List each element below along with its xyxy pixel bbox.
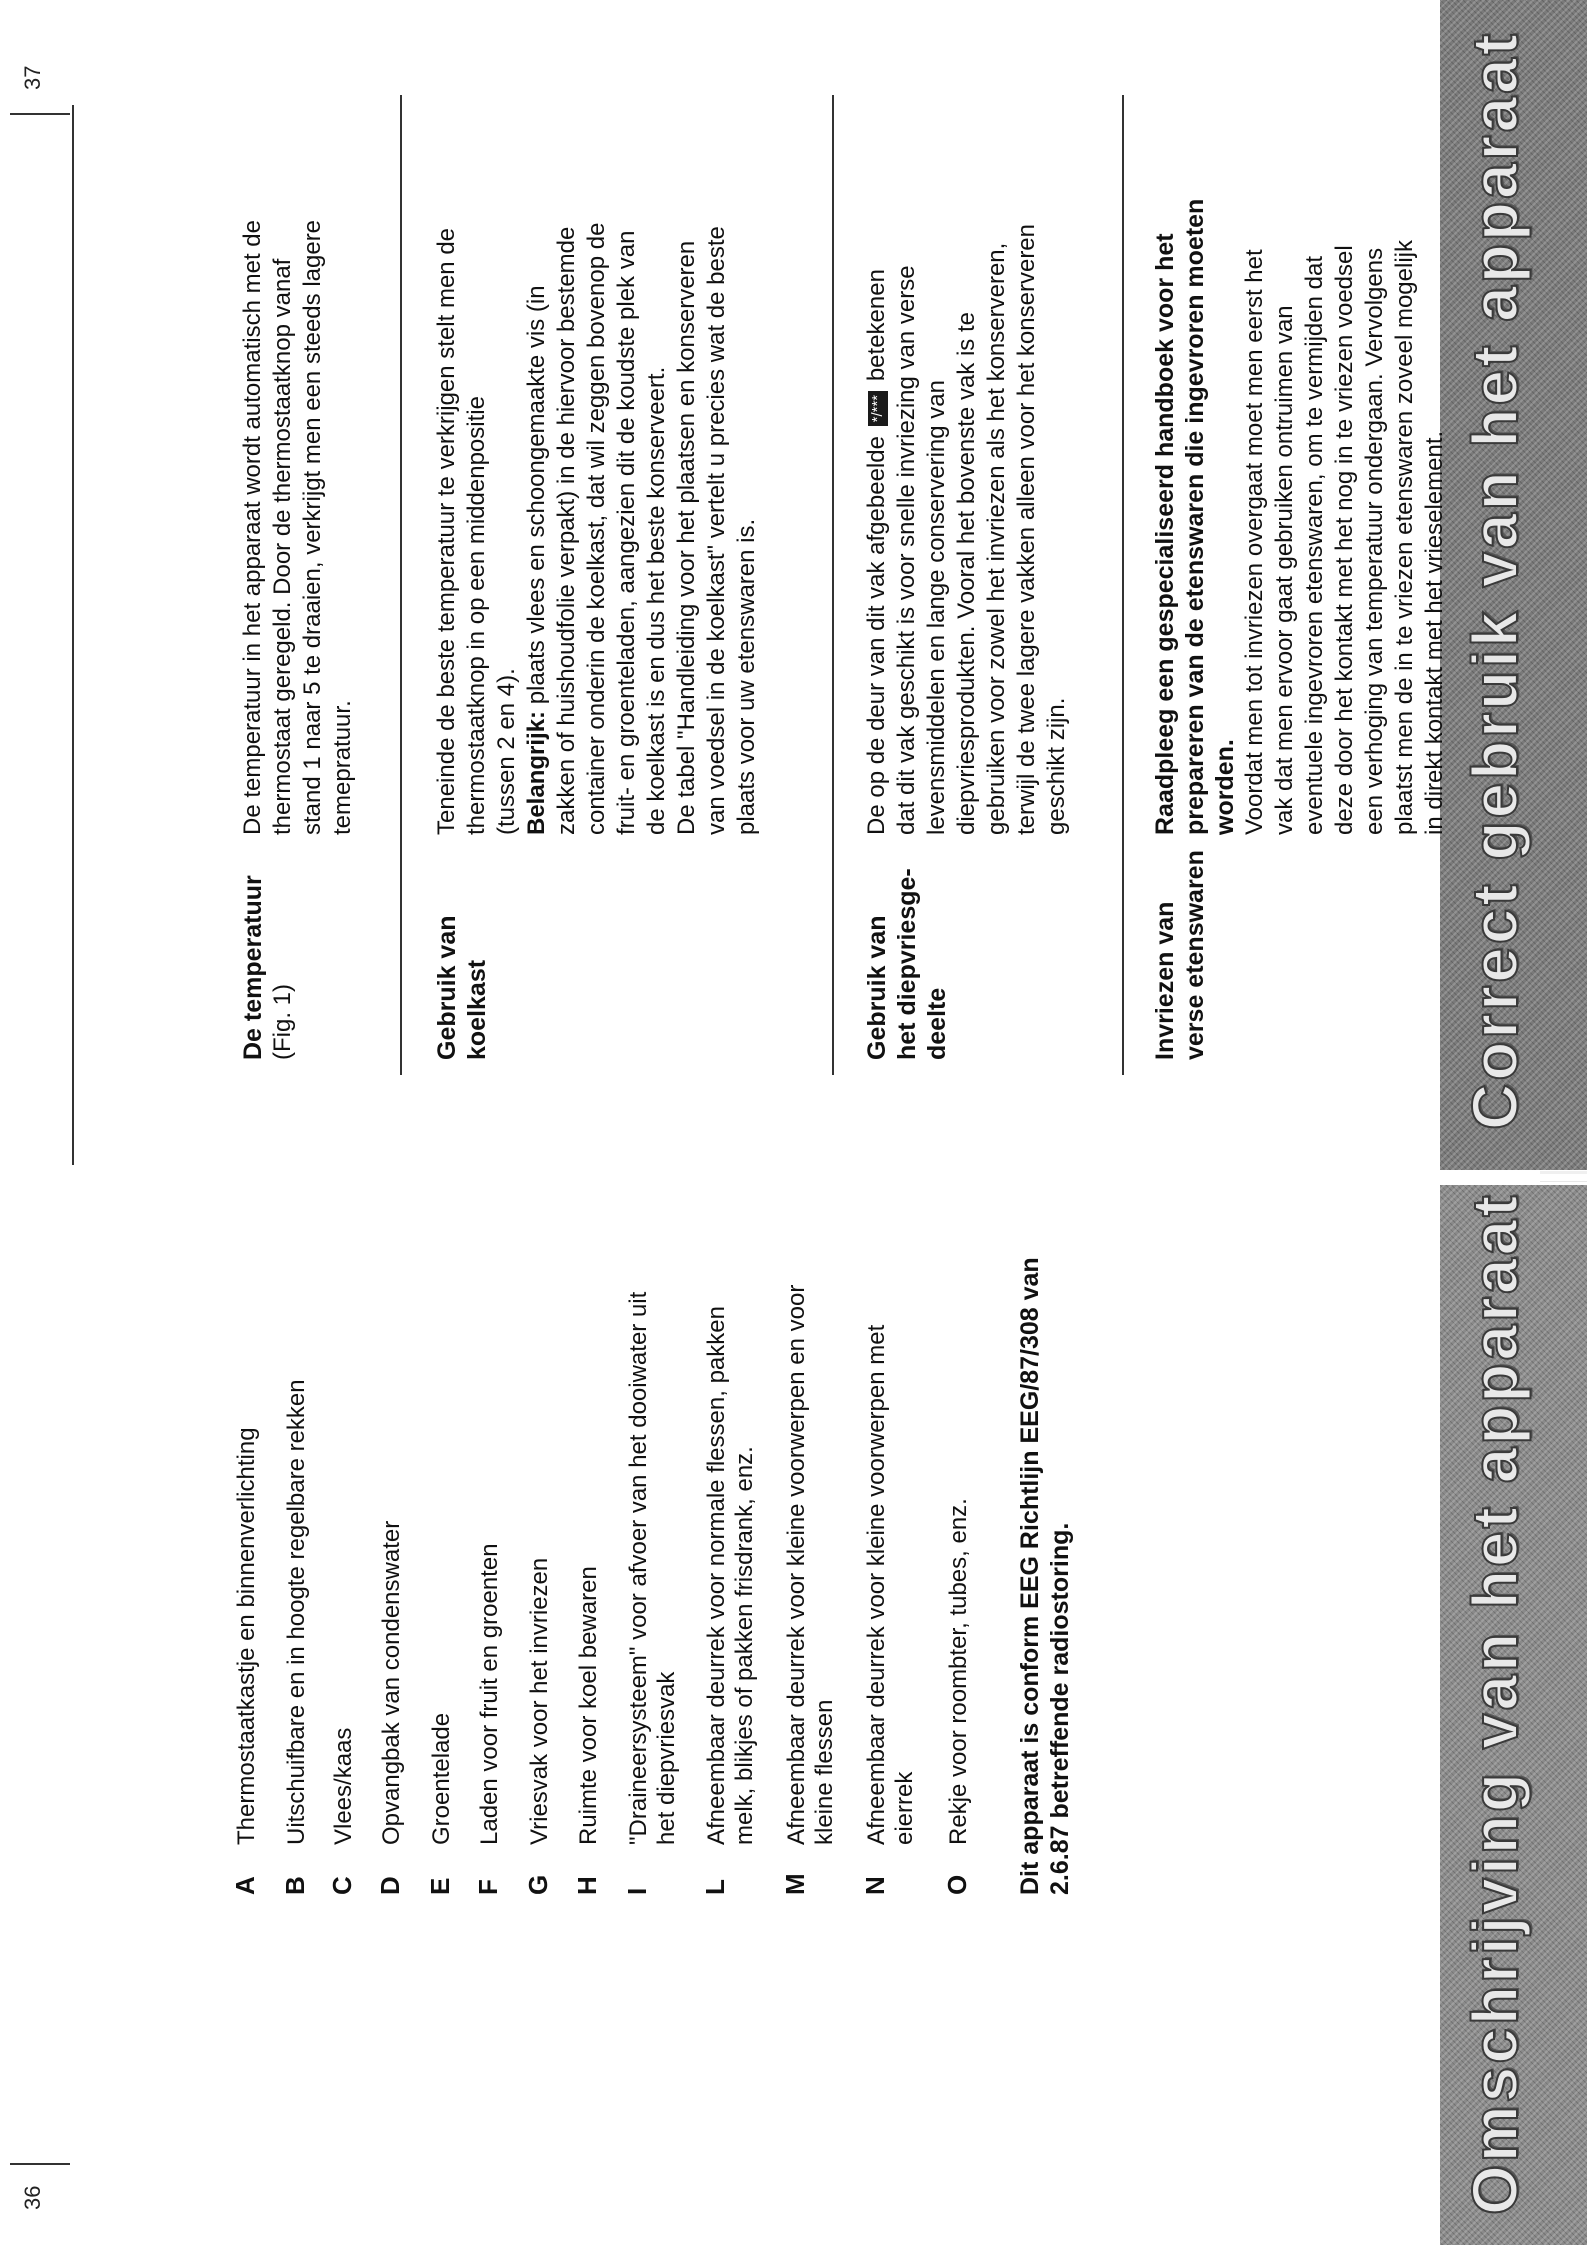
item-letter: O [942,1874,972,1895]
text-line: De temperatuur in het apparaat wordt automatisch met de [239,220,266,835]
freezer-heading [862,868,952,1060]
page-rule [10,113,70,115]
list-item [327,1728,357,1895]
item-text-cont: eierrek [891,1771,918,1845]
text-line: container onderin de koelkast, dat wil zeggen bovenop de [583,222,610,835]
conformity-line: 2.6.87 betreffende radiostoring. [1046,1522,1074,1895]
item-letter: A [230,1876,260,1895]
freezing-title: Invriezen van [1151,901,1179,1060]
text-line: temepratuur. [329,700,356,835]
temperature-heading [238,875,298,1060]
item-text: Afneembaar deurrek voor kleine voorwerpen en voor [783,1284,810,1845]
item-letter: I [622,1887,652,1895]
left-page-title: Omschrijving van het apparaat [1459,1192,1531,2215]
fridge-heading [432,916,492,1061]
item-text: Afneembaar deurrek voor kleine voorwerpen met [863,1324,890,1845]
page-number-left: 36 [20,2185,45,2210]
item-text: Groentelade [428,1712,455,1845]
item-text: Ruimte voor koel bewaren [575,1566,602,1845]
conformity-note [1015,1257,1075,1895]
list-item [425,1713,455,1895]
text-line: vak dat men ervoor gaat gebruiken ontruimen van [1271,305,1298,835]
text-line: De op de deur van dit vak afgebeelde [863,436,890,835]
text-line: betekenen [863,269,890,382]
text-line: diepvriesprodukten. Vooral het bovenste vak is te [953,312,980,835]
list-item [280,1379,310,1895]
list-item [622,1292,682,1895]
list-item [572,1566,602,1895]
text-line: plaats vlees en schoongemaakte vis (in [523,285,550,711]
important-label: Belangrijk: [523,710,550,835]
text-line: in direkt kontakt met het vrieselement. [1421,430,1448,835]
text-line: levensmiddelen en lange conservering van [923,380,950,835]
item-letter: F [473,1879,503,1895]
item-text-cont: het diepvriesvak [653,1671,680,1845]
text-line: geschikt zijn. [1043,697,1070,835]
item-text: Laden voor fruit en groenten [476,1543,503,1845]
text-line: thermostaatknop in op een middenpositie [463,396,490,835]
item-letter: B [280,1876,310,1895]
page-number-right: 37 [20,65,45,90]
item-letter: D [375,1876,405,1895]
text-line: deze door het kontakt met het nog in te vriezen voedsel [1331,245,1358,835]
text-line: plaatst men de in te vriezen etenswaren zoveel mogelijk [1391,240,1418,835]
section-divider [400,95,402,1075]
freezing-heading [1150,850,1210,1060]
item-letter: G [523,1874,553,1895]
list-item [230,1427,260,1895]
temperature-fig-ref: (Fig. 1) [269,983,296,1060]
list-item [523,1558,553,1895]
text-line: zakken of huishoudfolie verpakt) in de hiervoor bestemde [553,226,580,835]
text-line: een verhoging van temperatuur ondergaan. Vervolgens [1361,247,1388,835]
item-text: Rekje voor roombter, tubes, enz. [945,1498,972,1845]
list-item [860,1325,920,1895]
item-text: Uitschuifbare en in hoogte regelbare rekken [283,1379,310,1845]
section-divider [832,95,834,1075]
freezer-title: Gebruik van [863,915,891,1060]
freezer-star-badge: */*** [868,391,888,427]
item-text: "Draineersysteem" voor afvoer van het dooiwater uit [625,1291,652,1845]
text-line: fruit- en groenteladen, aangezien dit de koudste plek van [613,230,640,835]
text-line: de koelkast is en dus het beste konserveert. [643,366,670,835]
text-line-bold: prepareren van de etenswaren die ingevroren moeten [1181,198,1209,835]
item-text: Vriesvak voor het invriezen [526,1557,553,1845]
text-line: dat dit vak geschikt is voor snelle invriezing van verse [893,265,920,835]
text-line: gebruiken voor zowel het invriezen als het konserveren, [983,242,1010,835]
text-line: van voedsel in de koelkast" vertelt u precies wat de beste [703,226,730,835]
text-line: stand 1 naar 5 te draaien, verkrijgt men een steeds lagere [299,219,326,835]
item-text: Vlees/kaas [330,1727,357,1845]
text-line-bold: Raadpleeg een gespecialiseerd handboek voor het [1151,233,1179,835]
right-page-title: Correct gebruik van het apparaat [1459,31,1531,1130]
text-line: Teneinde de beste temperatuur te verkrijgen stelt men de [433,227,460,835]
temperature-body [238,220,358,835]
fridge-body [432,223,762,835]
item-text-cont: kleine flessen [811,1699,838,1845]
list-item [375,1521,405,1895]
item-letter: C [327,1876,357,1895]
freezer-body [862,224,1072,835]
item-text-cont: melk, blikjes of pakken frisdrank, enz. [731,1446,758,1845]
freezer-title-cont: het diepvriesge- [893,868,921,1060]
item-letter: E [425,1877,455,1895]
section-divider [1122,95,1124,1075]
freezing-body [1150,199,1450,835]
item-text: Opvangbak van condenswater [378,1520,405,1845]
temperature-title: De temperatuur [239,875,267,1060]
text-line: terwijl de twee lagere vakken alleen voor het konserveren [1013,223,1040,835]
text-line: eventuele ingevroren etenswaren, om te vermijden dat [1301,256,1328,835]
fridge-title: Gebruik van [433,915,461,1060]
item-letter: M [780,1873,810,1895]
item-letter: H [572,1876,602,1895]
text-line: plaats voor uw etenswaren is. [733,518,760,835]
item-text: Afneembaar deurrek voor normale flessen, pakken [703,1306,730,1845]
list-item [700,1306,760,1895]
text-line: Voordat men tot invriezen overgaat moet men eerst het [1241,249,1268,835]
page-rule [72,105,74,1165]
left-header-band [1440,1185,1587,2245]
fridge-title-cont: koelkast [463,959,491,1060]
item-letter: N [860,1876,890,1895]
text-line-bold: worden. [1211,739,1239,835]
list-item [942,1498,972,1895]
conformity-line: Dit apparaat is conform EEG Richtlijn EEG/87/308 van [1016,1257,1044,1895]
text-line: thermostaat geregeld. Door de thermostaatknop vanaf [269,258,296,835]
item-letter: L [700,1879,730,1895]
list-item [473,1543,503,1895]
freezer-title-cont: deelte [923,987,951,1060]
text-line: (tussen 2 en 4). [493,668,520,835]
text-line: De tabel "Handleiding voor het plaatsen en konserveren [673,240,700,835]
list-item [780,1285,840,1895]
right-header-band [1440,0,1587,1170]
freezing-title-cont: verse etenswaren [1181,850,1209,1060]
item-text: Thermostaatkastje en binnenverlichting [233,1427,260,1845]
